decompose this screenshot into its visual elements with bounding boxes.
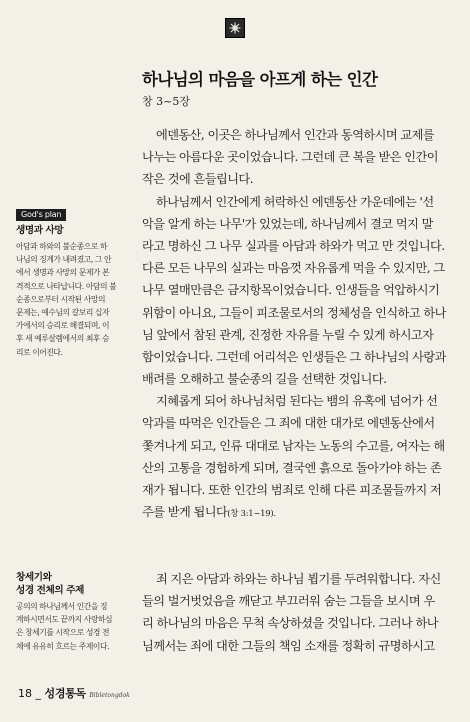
body-line: 배려를 오해하고 불순종의 길을 선택한 것입니다. xyxy=(142,372,387,387)
body-line: 들의 벌거벗었음을 깨닫고 부끄러워 숨는 그들을 보시며 우 xyxy=(142,594,435,609)
sidebar-line: 나님의 징계가 내려졌고, 그 안 xyxy=(16,255,112,265)
sidebar-heading-line: 성경 전체의 주제 xyxy=(16,585,84,596)
sidebar-text xyxy=(16,240,128,359)
sidebar-gods-plan xyxy=(16,202,128,359)
body-line: 님께서는 죄에 대한 그들의 책임 소재를 정확히 규명하시고 xyxy=(142,638,435,653)
sidebar-line: 아담과 하와의 불순종으로 하 xyxy=(16,242,108,251)
body-text-block-1 xyxy=(142,124,454,523)
sidebar-line: 은 창세기를 시작으로 성경 전 xyxy=(16,628,110,638)
ornament-icon xyxy=(225,18,245,38)
body-line: 쫓겨나게 되고, 인류 대대로 남자는 노동의 수고를, 여자는 해 xyxy=(142,438,445,453)
sidebar-heading-line: 창세기와 xyxy=(16,572,52,583)
body-line-text: 주를 받게 됩니다 xyxy=(142,505,228,520)
sidebar-line: 계하시면서도 끝까지 사랑하심 xyxy=(16,615,113,625)
body-line-with-reference xyxy=(142,501,454,523)
body-line: 위함이 아니요, 그들이 피조물로서의 정체성을 인식하고 하나 xyxy=(142,305,446,320)
sidebar-text xyxy=(16,600,128,653)
body-line: 죄 지은 아담과 하와는 하나님 뵙기를 두려워합니다. 자신 xyxy=(156,572,441,586)
sidebar-line: 후 새 예루살렘에서의 최후 승 xyxy=(16,334,110,344)
gods-plan-tag: God's plan xyxy=(16,209,66,221)
sidebar-genesis-theme xyxy=(16,571,128,653)
body-line: 작은 것에 흔들립니다. xyxy=(142,172,253,187)
body-line: 악을 알게 하는 나무'가 있었는데, 하나님께서 결코 먹지 말 xyxy=(142,216,433,231)
sidebar-heading: 생명과 사망 xyxy=(16,225,64,236)
body-line: 악과를 따먹은 인간들은 그 죄에 대한 대가로 에덴동산에서 xyxy=(142,416,435,431)
body-line: 나누는 아름다운 곳이었습니다. 그런데 큰 복을 받은 인간이 xyxy=(142,150,438,165)
body-line: 님 앞에서 참된 관계, 진정한 자유를 누릴 수 있게 하시고자 xyxy=(142,327,434,342)
body-line: 함이었습니다. 그런데 어리석은 인생들은 그 하나님의 사랑과 xyxy=(142,349,446,364)
sidebar-line: 가에서의 승리로 해결되며, 이 xyxy=(16,321,110,331)
page-footer xyxy=(18,685,130,701)
publication-script: Bibletongdok xyxy=(89,692,130,699)
scripture-reference: (창 3:1~19). xyxy=(227,509,276,520)
sidebar-line: 에서 생명과 사망의 문제가 본 xyxy=(16,268,110,278)
body-line: 리 하나님의 마음은 무척 속상하셨을 것입니다. 그러나 하나 xyxy=(142,616,438,631)
sidebar-line: 격적으로 나타납니다. 아담의 불 xyxy=(16,281,117,291)
body-line: 재가 됩니다. 또한 인간의 범죄로 인해 다른 피조물들까지 저 xyxy=(142,483,442,497)
body-line: 라고 명하신 그 나무 실과를 아담과 하와가 먹고 만 것입니다. xyxy=(142,238,445,253)
body-line: 다른 모든 나무의 실과는 마음껏 자유롭게 먹을 수 있지만, 그 xyxy=(142,261,445,276)
body-line: 산의 고통을 경험하게 되며, 결국엔 흙으로 돌아가야 하는 존 xyxy=(142,460,442,475)
body-line: 나무 열매만큼은 금지항목이었습니다. 인생들을 억압하시기 xyxy=(142,283,440,298)
sidebar-line: 체에 유유히 흐르는 주제이다. xyxy=(16,641,110,651)
sidebar-line: 리로 이어진다. xyxy=(16,347,63,357)
page-title: 하나님의 마음을 아프게 하는 인간 xyxy=(142,70,378,89)
sidebar-line: 공의의 하나님께서 인간을 징 xyxy=(16,602,108,611)
chapter-reference: 창 3~5장 xyxy=(142,95,190,108)
sidebar-line: 문제는, 예수님의 갈보리 십자 xyxy=(16,308,110,318)
publication-name: 성경통독 xyxy=(44,687,86,700)
body-text-block-2 xyxy=(142,568,454,657)
footer-separator: _ xyxy=(35,687,41,700)
body-line: 하나님께서 인간에게 허락하신 에덴동산 가운데에는 '선 xyxy=(156,194,434,209)
body-line: 에덴동산, 이곳은 하나님께서 인간과 동역하시며 교제를 xyxy=(156,128,435,142)
page-number: 18 xyxy=(18,687,32,700)
body-line: 지혜롭게 되어 하나님처럼 된다는 뱀의 유혹에 넘어가 선 xyxy=(156,394,438,409)
sidebar-heading xyxy=(16,571,128,597)
sidebar-line: 순종으로부터 시작된 사망의 xyxy=(16,294,106,304)
